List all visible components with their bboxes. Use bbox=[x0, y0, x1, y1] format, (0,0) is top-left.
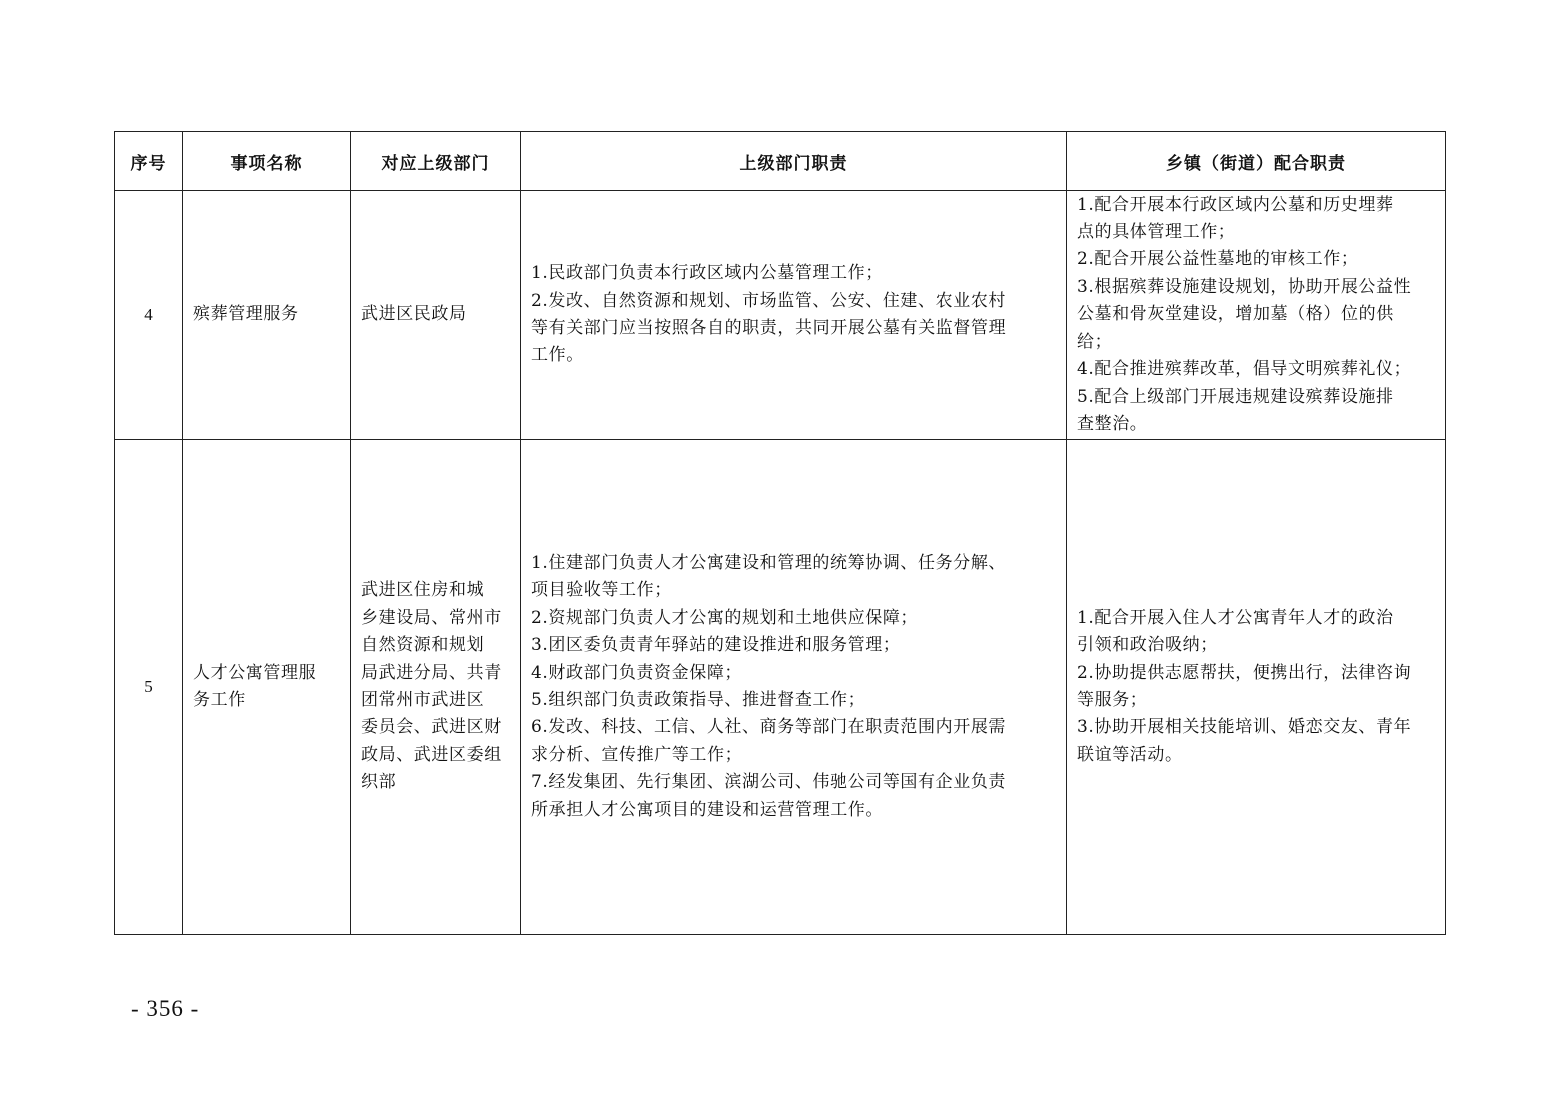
text-line: 工作。 bbox=[531, 345, 584, 366]
text-line: 2.配合开展公益性墓地的审核工作； bbox=[1077, 249, 1359, 270]
header-seq: 序号 bbox=[115, 132, 183, 191]
header-item-name: 事项名称 bbox=[183, 132, 351, 191]
text-line: 自然资源和规划 bbox=[361, 635, 485, 656]
row-item-name bbox=[183, 191, 351, 440]
text-line: 团常州市武进区 bbox=[361, 690, 485, 710]
text-line: 人才公寓管理服 bbox=[193, 662, 317, 683]
text-line: 4.财政部门负责资金保障； bbox=[531, 662, 743, 683]
text-line: 委员会、武进区财 bbox=[361, 717, 502, 738]
text-line: 7.经发集团、先行集团、滨湖公司、伟驰公司等国有企业负责 bbox=[531, 772, 1007, 793]
header-department: 对应上级部门 bbox=[351, 132, 521, 191]
text-line: 1.配合开展本行政区域内公墓和历史埋葬 bbox=[1077, 194, 1394, 215]
text-line: 2.资规部门负责人才公寓的规划和土地供应保障； bbox=[531, 607, 919, 628]
page-number: - 356 - bbox=[131, 996, 200, 1021]
text-line: 联谊等活动。 bbox=[1077, 744, 1183, 765]
table-header-row bbox=[115, 132, 1446, 191]
text-line: 项目验收等工作； bbox=[531, 580, 672, 601]
row-department-duties bbox=[521, 191, 1067, 440]
text-line: 5.配合上级部门开展违规建设殡葬设施排 bbox=[1077, 386, 1394, 407]
row-township-duties bbox=[1067, 440, 1446, 935]
text-line: 3.团区委负责青年驿站的建设推进和服务管理； bbox=[531, 635, 901, 656]
header-department-duties: 上级部门职责 bbox=[521, 132, 1067, 191]
row-item-name bbox=[183, 440, 351, 935]
text-line: 3.根据殡葬设施建设规划，协助开展公益性 bbox=[1077, 276, 1412, 297]
header-township-duties: 乡镇（街道）配合职责 bbox=[1067, 132, 1446, 191]
text-line: 查整治。 bbox=[1077, 413, 1148, 434]
text-line: 求分析、宣传推广等工作； bbox=[531, 744, 743, 765]
text-line: 6.发改、科技、工信、人社、商务等部门在职责范围内开展需 bbox=[531, 717, 1007, 738]
text-line: 引领和政治吸纳； bbox=[1077, 635, 1218, 656]
text-line: 4.配合推进殡葬改革，倡导文明殡葬礼仪； bbox=[1077, 359, 1412, 380]
text-line: 殡葬管理服务 bbox=[193, 304, 299, 325]
text-line: 2.协助提供志愿帮扶，便携出行，法律咨询 bbox=[1077, 662, 1412, 683]
text-line: 1.配合开展入住人才公寓青年人才的政治 bbox=[1077, 607, 1394, 628]
table-row bbox=[115, 191, 1446, 440]
text-line: 3.协助开展相关技能培训、婚恋交友、青年 bbox=[1077, 717, 1412, 738]
row-department-duties bbox=[521, 440, 1067, 935]
text-line: 点的具体管理工作； bbox=[1077, 222, 1236, 243]
text-line: 1.民政部门负责本行政区域内公墓管理工作； bbox=[531, 263, 883, 284]
row-department bbox=[351, 191, 521, 440]
text-line: 5.组织部门负责政策指导、推进督查工作； bbox=[531, 690, 866, 710]
row-seq: 5 bbox=[115, 440, 183, 935]
text-line: 给； bbox=[1077, 331, 1113, 352]
row-department bbox=[351, 440, 521, 935]
text-line: 局武进分局、共青 bbox=[361, 662, 502, 683]
table-row bbox=[115, 440, 1446, 935]
text-line: 所承担人才公寓项目的建设和运营管理工作。 bbox=[531, 799, 883, 820]
text-line: 等有关部门应当按照各自的职责，共同开展公墓有关监督管理 bbox=[531, 318, 1007, 338]
text-line: 等服务； bbox=[1077, 690, 1148, 710]
text-line: 务工作 bbox=[193, 690, 246, 710]
text-line: 乡建设局、常州市 bbox=[361, 607, 502, 628]
text-line: 2.发改、自然资源和规划、市场监管、公安、住建、农业农村 bbox=[531, 290, 1007, 311]
text-line: 1.住建部门负责人才公寓建设和管理的统筹协调、任务分解、 bbox=[531, 552, 1007, 573]
row-seq: 4 bbox=[115, 191, 183, 440]
text-line: 武进区住房和城 bbox=[361, 580, 485, 601]
text-line: 公墓和骨灰堂建设，增加墓（格）位的供 bbox=[1077, 304, 1394, 325]
responsibility-table bbox=[114, 131, 1446, 935]
row-township-duties bbox=[1067, 191, 1446, 440]
text-line: 武进区民政局 bbox=[361, 304, 467, 325]
text-line: 织部 bbox=[361, 772, 397, 793]
text-line: 政局、武进区委组 bbox=[361, 744, 502, 765]
